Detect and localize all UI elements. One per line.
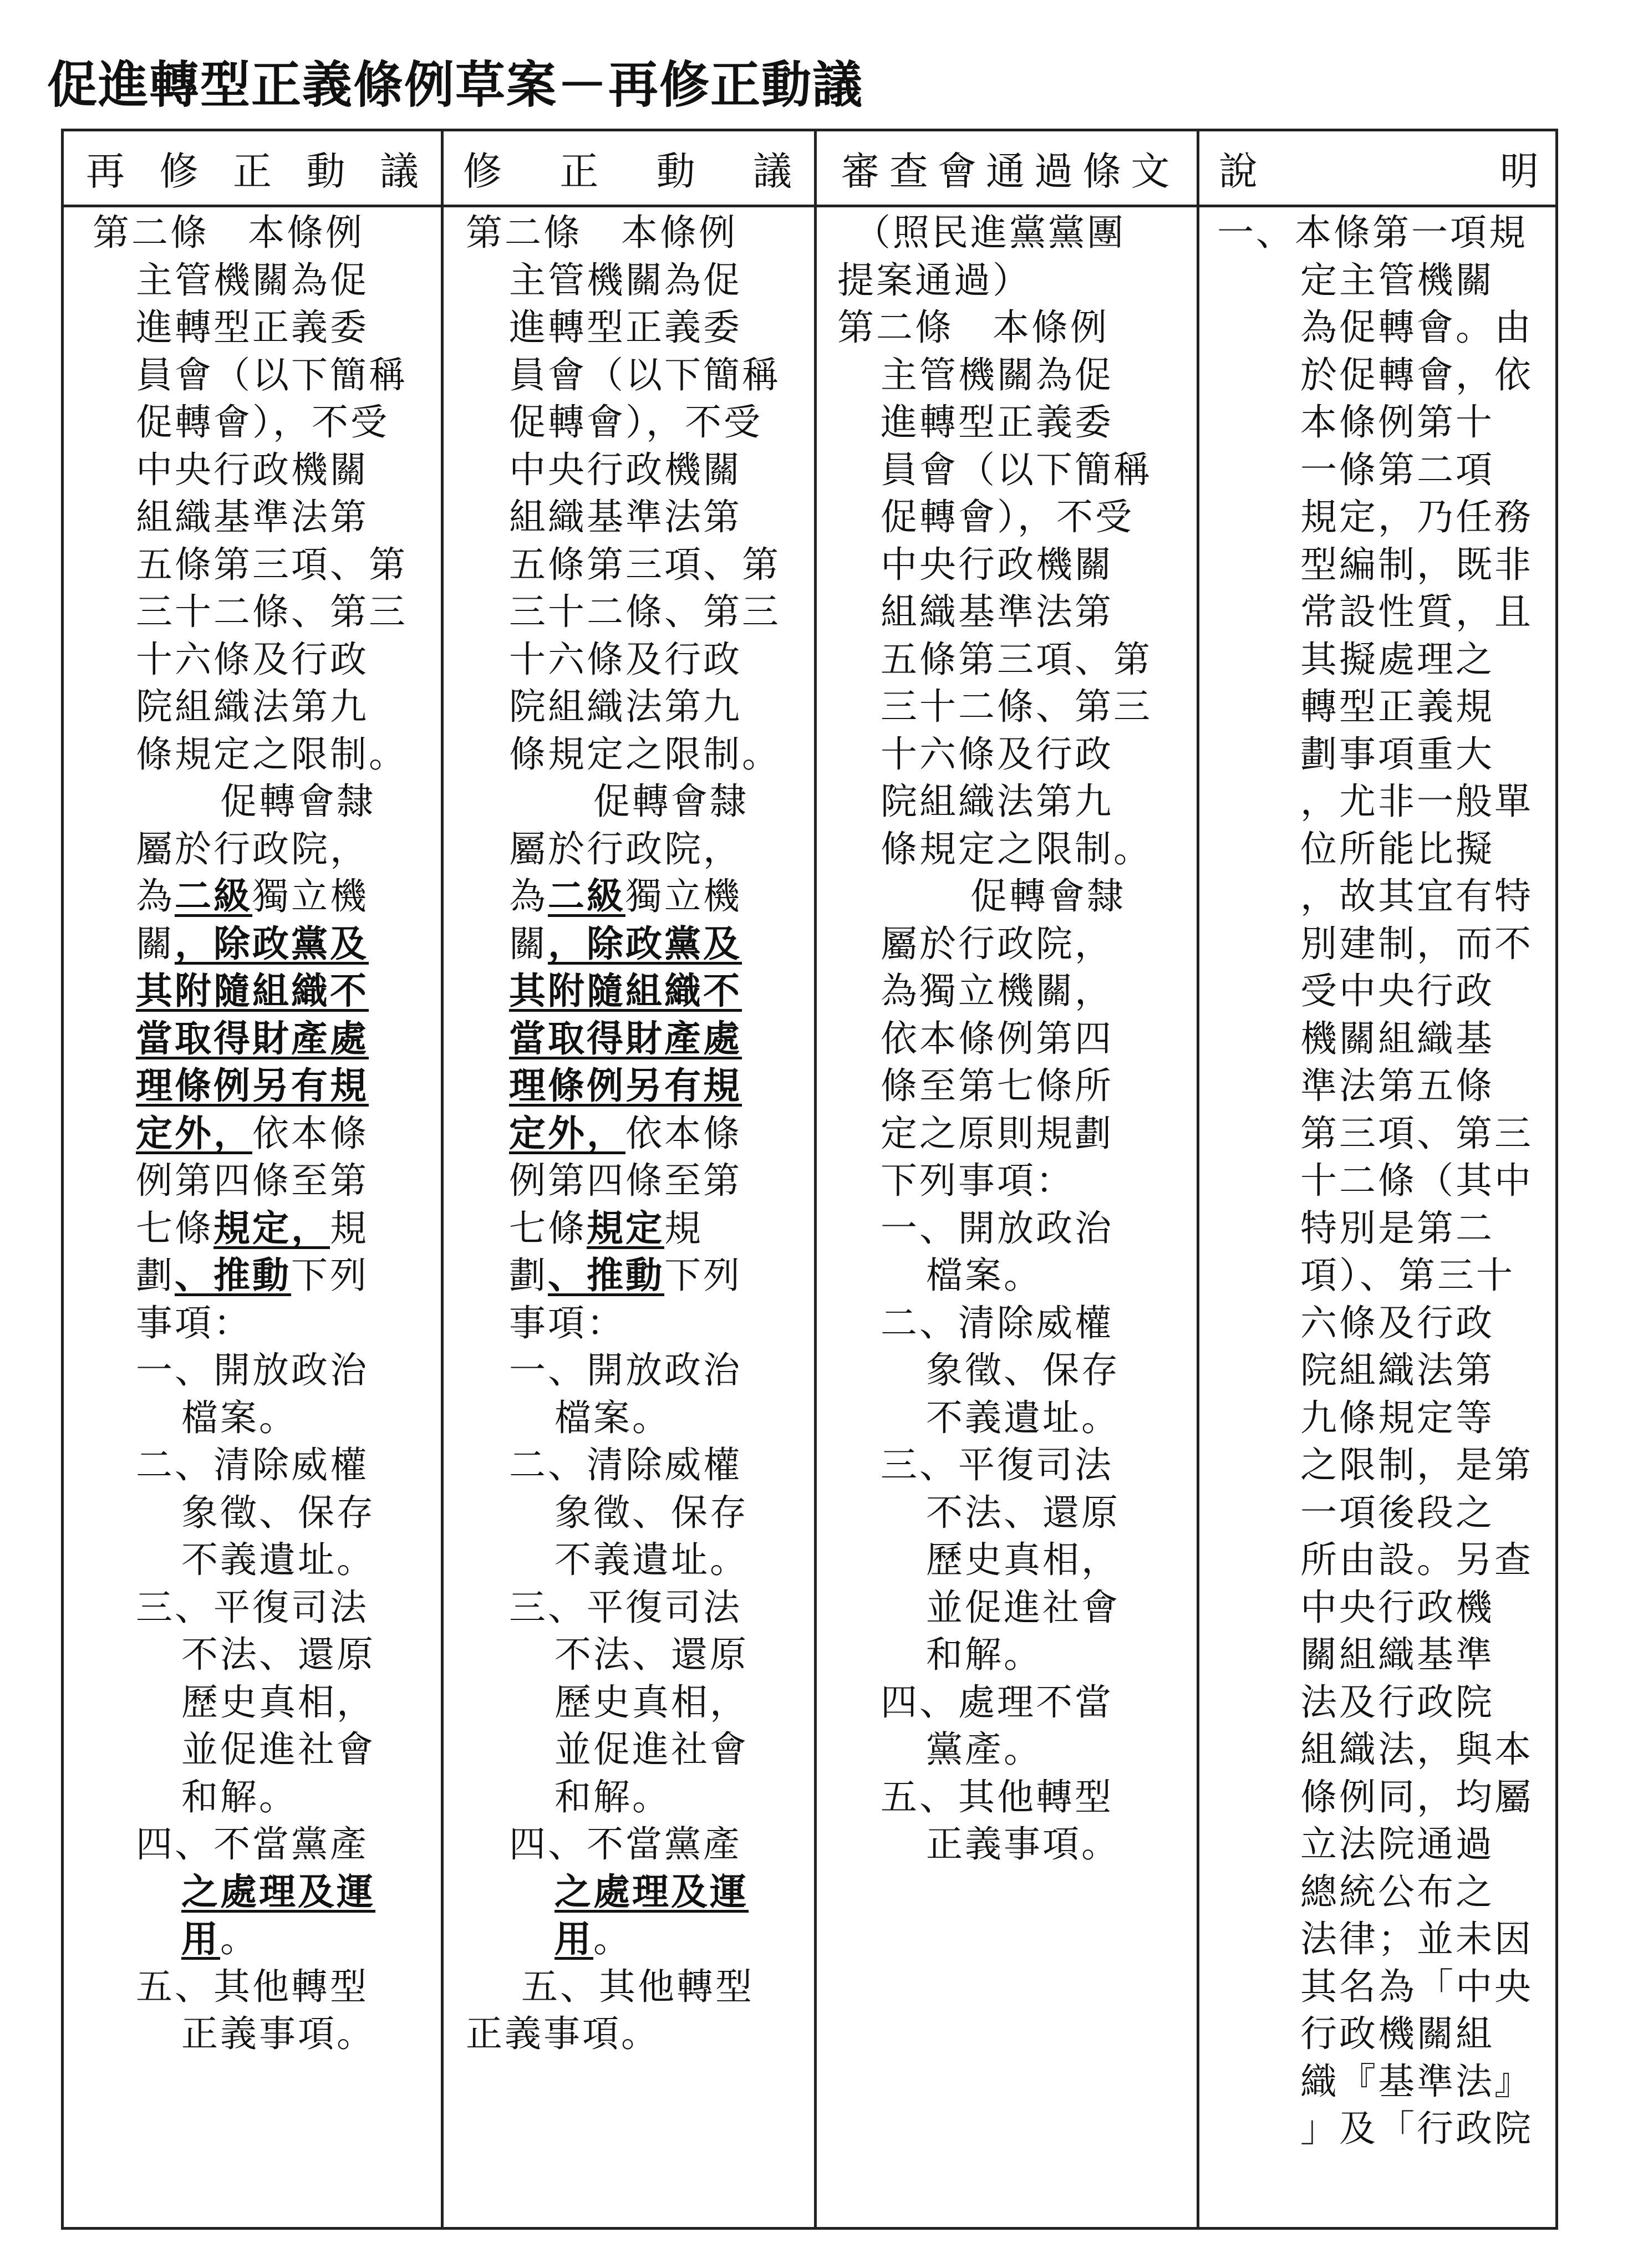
text-line: 檔案。: [554, 1396, 671, 1439]
text-line: 和解。: [554, 1775, 671, 1818]
text-line: 三十二條、第三: [881, 685, 1152, 728]
text-line: 檔案。: [181, 1396, 298, 1439]
header-char: 再: [86, 148, 125, 194]
text-line: [93, 1110, 436, 1158]
text-line: 法律；並未因: [1300, 1918, 1533, 1960]
text-line: 下列事項：: [881, 1159, 1075, 1202]
text-line: 第三項、第三: [1300, 1112, 1533, 1155]
text-line: 和解。: [181, 1775, 298, 1818]
text-line: 第二條 本條例: [93, 211, 364, 254]
text-line: 象徵、保存: [181, 1491, 375, 1534]
text-segment: 。: [593, 1918, 632, 1960]
amended-text: 用: [554, 1917, 593, 1960]
text-line: [93, 873, 436, 920]
text-line: [93, 967, 436, 1015]
text-line: 十六條及行政: [509, 638, 742, 681]
text-line: 不法、還原: [926, 1491, 1120, 1534]
text-line: 九條規定等: [1300, 1396, 1494, 1439]
text-line: [466, 1915, 810, 1963]
amended-text: 二級: [548, 874, 625, 918]
text-segment: 為: [509, 875, 548, 918]
text-line: 五條第三項、第: [881, 638, 1152, 681]
text-line: 依本條例第四: [881, 1017, 1113, 1060]
text-line: [93, 1915, 436, 1963]
header-char: 通: [985, 148, 1025, 194]
text-line: 」及「行政院: [1300, 2107, 1533, 2150]
text-line: 中央行政機: [1300, 1586, 1494, 1629]
text-line: 正義事項。: [466, 2012, 660, 2055]
text-line: 促轉會隸: [970, 875, 1126, 918]
text-line: 事項：: [509, 1301, 625, 1344]
text-line: 織『基準法』: [1300, 2060, 1533, 2103]
text-line: 主管機關為促: [881, 353, 1113, 396]
text-line: 別建制，而不: [1300, 922, 1533, 965]
text-line: （照民進黨黨團: [854, 211, 1126, 254]
amended-text: 當取得財產處: [509, 1016, 742, 1060]
text-line: [466, 1252, 810, 1299]
amended-text: 其附隨組織不: [509, 969, 742, 1012]
header-re-amendment-motion: [64, 131, 441, 205]
text-line: 項）、第三十: [1300, 1254, 1515, 1297]
text-line: 本條例第十: [1300, 401, 1494, 444]
text-line: 主管機關為促: [509, 258, 742, 302]
text-line: 所由設。另查: [1300, 1538, 1533, 1581]
re-amendment-motion-text: [93, 209, 436, 2058]
text-line: 條規定之限制。: [136, 732, 408, 776]
text-line: 五、其他轉型: [881, 1775, 1113, 1818]
text-line: 不法、還原: [554, 1633, 749, 1676]
text-line: 主管機關為促: [136, 258, 369, 302]
header-char: 動: [306, 148, 345, 194]
text-line: 檔案。: [926, 1254, 1042, 1297]
text-line: 常設性質，且: [1300, 590, 1533, 633]
text-line: 不義遺址。: [926, 1396, 1120, 1439]
amended-text: 理條例另有規: [136, 1064, 369, 1107]
text-line: 總統公布之: [1300, 1870, 1494, 1913]
text-line: 中央行政機關: [136, 448, 369, 491]
text-line: 為獨立機關，: [881, 970, 1113, 1012]
header-char: 查: [889, 148, 928, 194]
text-line: 促轉會隸: [220, 780, 375, 823]
text-line: 院組織法第九: [136, 685, 369, 728]
text-line: 中央行政機關: [509, 448, 742, 491]
text-line: 中央行政機關: [881, 543, 1113, 586]
text-segment: 。: [220, 1918, 259, 1960]
text-line: [466, 1110, 810, 1158]
text-line: 一、開放政治: [881, 1206, 1113, 1250]
header-char: 修: [159, 148, 199, 194]
text-line: [93, 1868, 436, 1916]
text-line: [93, 920, 436, 968]
text-line: [93, 1252, 436, 1299]
text-line: 事項：: [136, 1301, 252, 1344]
header-char: 說: [1219, 148, 1258, 194]
text-line: 進轉型正義委: [881, 401, 1113, 444]
text-line: 黨產。: [926, 1728, 1042, 1771]
amended-text: 規定，: [213, 1206, 330, 1250]
text-segment: 規: [330, 1206, 369, 1250]
text-line: [466, 1205, 810, 1252]
text-line: 一、開放政治: [136, 1349, 369, 1392]
text-line: 於促轉會，依: [1300, 353, 1533, 396]
text-line: 六條及行政: [1300, 1301, 1494, 1344]
text-segment: 劃: [136, 1254, 175, 1297]
amended-text: 定外，: [509, 1111, 625, 1155]
text-segment: 七條: [509, 1206, 587, 1250]
text-line: 十六條及行政: [136, 638, 369, 681]
text-segment: 關: [509, 922, 548, 965]
text-line: 三十二條、第三: [509, 590, 781, 633]
text-line: 促轉會），不受: [136, 401, 389, 444]
text-line: 五、其他轉型: [521, 1965, 754, 2008]
text-line: 準法第五條: [1300, 1064, 1494, 1107]
amendment-motion-text: [466, 209, 810, 2058]
text-line: ，故其宜有特: [1300, 875, 1533, 918]
text-line: ，尤非一般單: [1300, 780, 1533, 823]
text-line: 不法、還原: [181, 1633, 375, 1676]
text-line: 條至第七條所: [881, 1064, 1113, 1107]
text-line: [93, 1205, 436, 1252]
text-line: 第二條 本條例: [837, 306, 1109, 349]
text-line: 員會（以下簡稱: [509, 353, 781, 396]
text-line: 歷史真相，: [554, 1680, 749, 1724]
header-divider: [64, 205, 1555, 207]
amended-text: 二級: [175, 874, 252, 918]
text-line: 不義遺址。: [181, 1538, 375, 1581]
text-line: 型編制，既非: [1300, 543, 1533, 586]
explanation-text: [1217, 209, 1555, 2153]
text-line: 條規定之限制。: [509, 732, 781, 776]
text-line: 並促進社會: [554, 1728, 749, 1771]
text-line: 三、平復司法: [881, 1444, 1113, 1486]
header-char: 動: [656, 148, 695, 194]
column-divider: [441, 131, 444, 2227]
text-line: 並促進社會: [926, 1586, 1120, 1629]
text-line: [466, 1062, 810, 1110]
text-line: 為促轉會。由: [1300, 306, 1533, 349]
text-line: 不義遺址。: [554, 1538, 749, 1581]
column-divider: [814, 131, 817, 2227]
text-line: 院組織法第九: [509, 685, 742, 728]
text-line: 員會（以下簡稱: [136, 353, 408, 396]
text-segment: 下列: [291, 1254, 369, 1297]
text-line: 二、清除威權: [509, 1444, 742, 1486]
amended-text: ，除政黨及: [175, 921, 369, 965]
header-char: 修: [463, 148, 502, 194]
header-char: 會: [937, 148, 976, 194]
text-line: 法及行政院: [1300, 1680, 1494, 1724]
text-line: 組織基準法第: [136, 496, 369, 538]
text-line: 特別是第二: [1300, 1206, 1494, 1250]
text-line: 屬於行政院，: [136, 827, 369, 870]
amended-text: 用: [181, 1917, 220, 1960]
column-divider: [1197, 131, 1199, 2227]
header-char: 正: [233, 148, 272, 194]
text-line: 受中央行政: [1300, 970, 1494, 1012]
header-char: 正: [559, 148, 599, 194]
text-line: 員會（以下簡稱: [881, 448, 1152, 491]
text-line: 提案通過）: [837, 258, 1031, 302]
text-line: 三、平復司法: [136, 1586, 369, 1629]
header-char: 條: [1082, 148, 1122, 194]
document-title: 促進轉型正義條例草案－再修正動議: [47, 56, 863, 114]
text-line: 四、處理不當: [881, 1680, 1113, 1724]
text-line: 並促進社會: [181, 1728, 375, 1771]
text-line: 組織基準法第: [881, 590, 1113, 633]
text-line: 一項後段之: [1300, 1491, 1494, 1534]
text-line: [93, 1015, 436, 1063]
text-line: 其擬處理之: [1300, 638, 1494, 681]
text-line: [466, 920, 810, 968]
text-line: 正義事項。: [926, 1823, 1120, 1866]
text-line: 院組織法第九: [881, 780, 1113, 823]
text-line: 組織法，與本: [1300, 1728, 1533, 1771]
text-line: 二、清除威權: [136, 1444, 369, 1486]
text-line: 促轉會隸: [593, 780, 749, 823]
text-segment: 為: [136, 875, 175, 918]
text-line: 組織基準法第: [509, 496, 742, 538]
text-line: 四、不當黨產: [509, 1823, 742, 1866]
header-char: 議: [752, 148, 792, 194]
text-line: [466, 873, 810, 920]
header-char: 過: [1034, 148, 1074, 194]
text-segment: 獨立機: [252, 875, 369, 918]
text-line: 一、本條第一項規: [1217, 211, 1528, 254]
text-line: [466, 967, 810, 1015]
text-line: 三十二條、第三: [136, 590, 408, 633]
text-line: 屬於行政院，: [881, 922, 1113, 965]
text-line: 和解。: [926, 1633, 1042, 1676]
header-explanation: [1197, 131, 1561, 205]
amended-text: 其附隨組織不: [136, 969, 369, 1012]
text-segment: 關: [136, 922, 175, 965]
header-committee-approved-text: [814, 131, 1197, 205]
text-line: 五條第三項、第: [509, 543, 781, 586]
text-line: [93, 1062, 436, 1110]
text-line: [466, 1015, 810, 1063]
text-line: 五、其他轉型: [136, 1965, 369, 2008]
text-segment: 劃: [509, 1254, 548, 1297]
text-line: 規定，乃任務: [1300, 496, 1533, 538]
amended-text: ，除政黨及: [548, 921, 742, 965]
text-line: 象徵、保存: [926, 1349, 1120, 1392]
header-char: 議: [380, 148, 419, 194]
text-line: 象徵、保存: [554, 1491, 749, 1534]
amended-text: 理條例另有規: [509, 1064, 742, 1107]
text-line: 歷史真相，: [926, 1538, 1120, 1581]
text-segment: 七條: [136, 1206, 213, 1250]
text-line: 正義事項。: [181, 2012, 375, 2055]
text-line: 機關組織基: [1300, 1017, 1494, 1060]
header-char: 文: [1131, 148, 1170, 194]
amended-text: 定外，: [136, 1111, 252, 1155]
text-line: 一、開放政治: [509, 1349, 742, 1392]
text-line: 其名為「中央: [1300, 1965, 1533, 2008]
text-line: 位所能比擬: [1300, 827, 1494, 870]
text-line: 劃事項重大: [1300, 732, 1494, 776]
amended-text: 當取得財產處: [136, 1016, 369, 1060]
text-line: 屬於行政院，: [509, 827, 742, 870]
text-line: 關組織基準: [1300, 1633, 1494, 1676]
text-line: 五條第三項、第: [136, 543, 408, 586]
text-line: 進轉型正義委: [136, 306, 369, 349]
text-line: 歷史真相，: [181, 1680, 375, 1724]
text-line: 例第四條至第: [136, 1159, 369, 1202]
text-line: 條規定之限制。: [881, 827, 1152, 870]
text-line: 二、清除威權: [881, 1301, 1113, 1344]
text-segment: 規: [664, 1206, 703, 1250]
amended-text: 、推動: [175, 1253, 291, 1297]
comparison-table: [61, 129, 1558, 2230]
text-line: 第二條 本條例: [466, 211, 737, 254]
text-line: 轉型正義規: [1300, 685, 1494, 728]
text-line: 院組織法第: [1300, 1349, 1494, 1392]
text-line: 一條第二項: [1300, 448, 1494, 491]
header-char: 審: [841, 148, 880, 194]
text-line: 十六條及行政: [881, 732, 1113, 776]
text-line: 定之原則規劃: [881, 1112, 1113, 1155]
text-line: 三、平復司法: [509, 1586, 742, 1629]
amended-text: 、推動: [548, 1253, 664, 1297]
text-segment: 依本條: [625, 1112, 742, 1155]
text-line: 例第四條至第: [509, 1159, 742, 1202]
committee-approved-text: [837, 209, 1192, 1868]
header-amendment-motion: [441, 131, 814, 205]
amended-text: 之處理及運: [554, 1869, 749, 1913]
text-line: [466, 1868, 810, 1916]
header-char: 明: [1500, 148, 1539, 194]
text-line: 促轉會），不受: [881, 496, 1134, 538]
text-line: 十二條（其中: [1300, 1159, 1533, 1202]
amended-text: 規定: [587, 1206, 664, 1250]
text-line: 定主管機關: [1300, 258, 1494, 302]
text-line: 之限制，是第: [1300, 1444, 1533, 1486]
text-line: 條例同，均屬: [1300, 1775, 1533, 1818]
amended-text: 之處理及運: [181, 1869, 375, 1913]
text-line: 促轉會），不受: [509, 401, 762, 444]
text-line: 進轉型正義委: [509, 306, 742, 349]
text-line: 行政機關組: [1300, 2012, 1494, 2055]
text-line: 四、不當黨產: [136, 1823, 369, 1866]
text-segment: 獨立機: [625, 875, 742, 918]
text-segment: 下列: [664, 1254, 742, 1297]
text-line: 立法院通過: [1300, 1823, 1494, 1866]
text-segment: 依本條: [252, 1112, 369, 1155]
